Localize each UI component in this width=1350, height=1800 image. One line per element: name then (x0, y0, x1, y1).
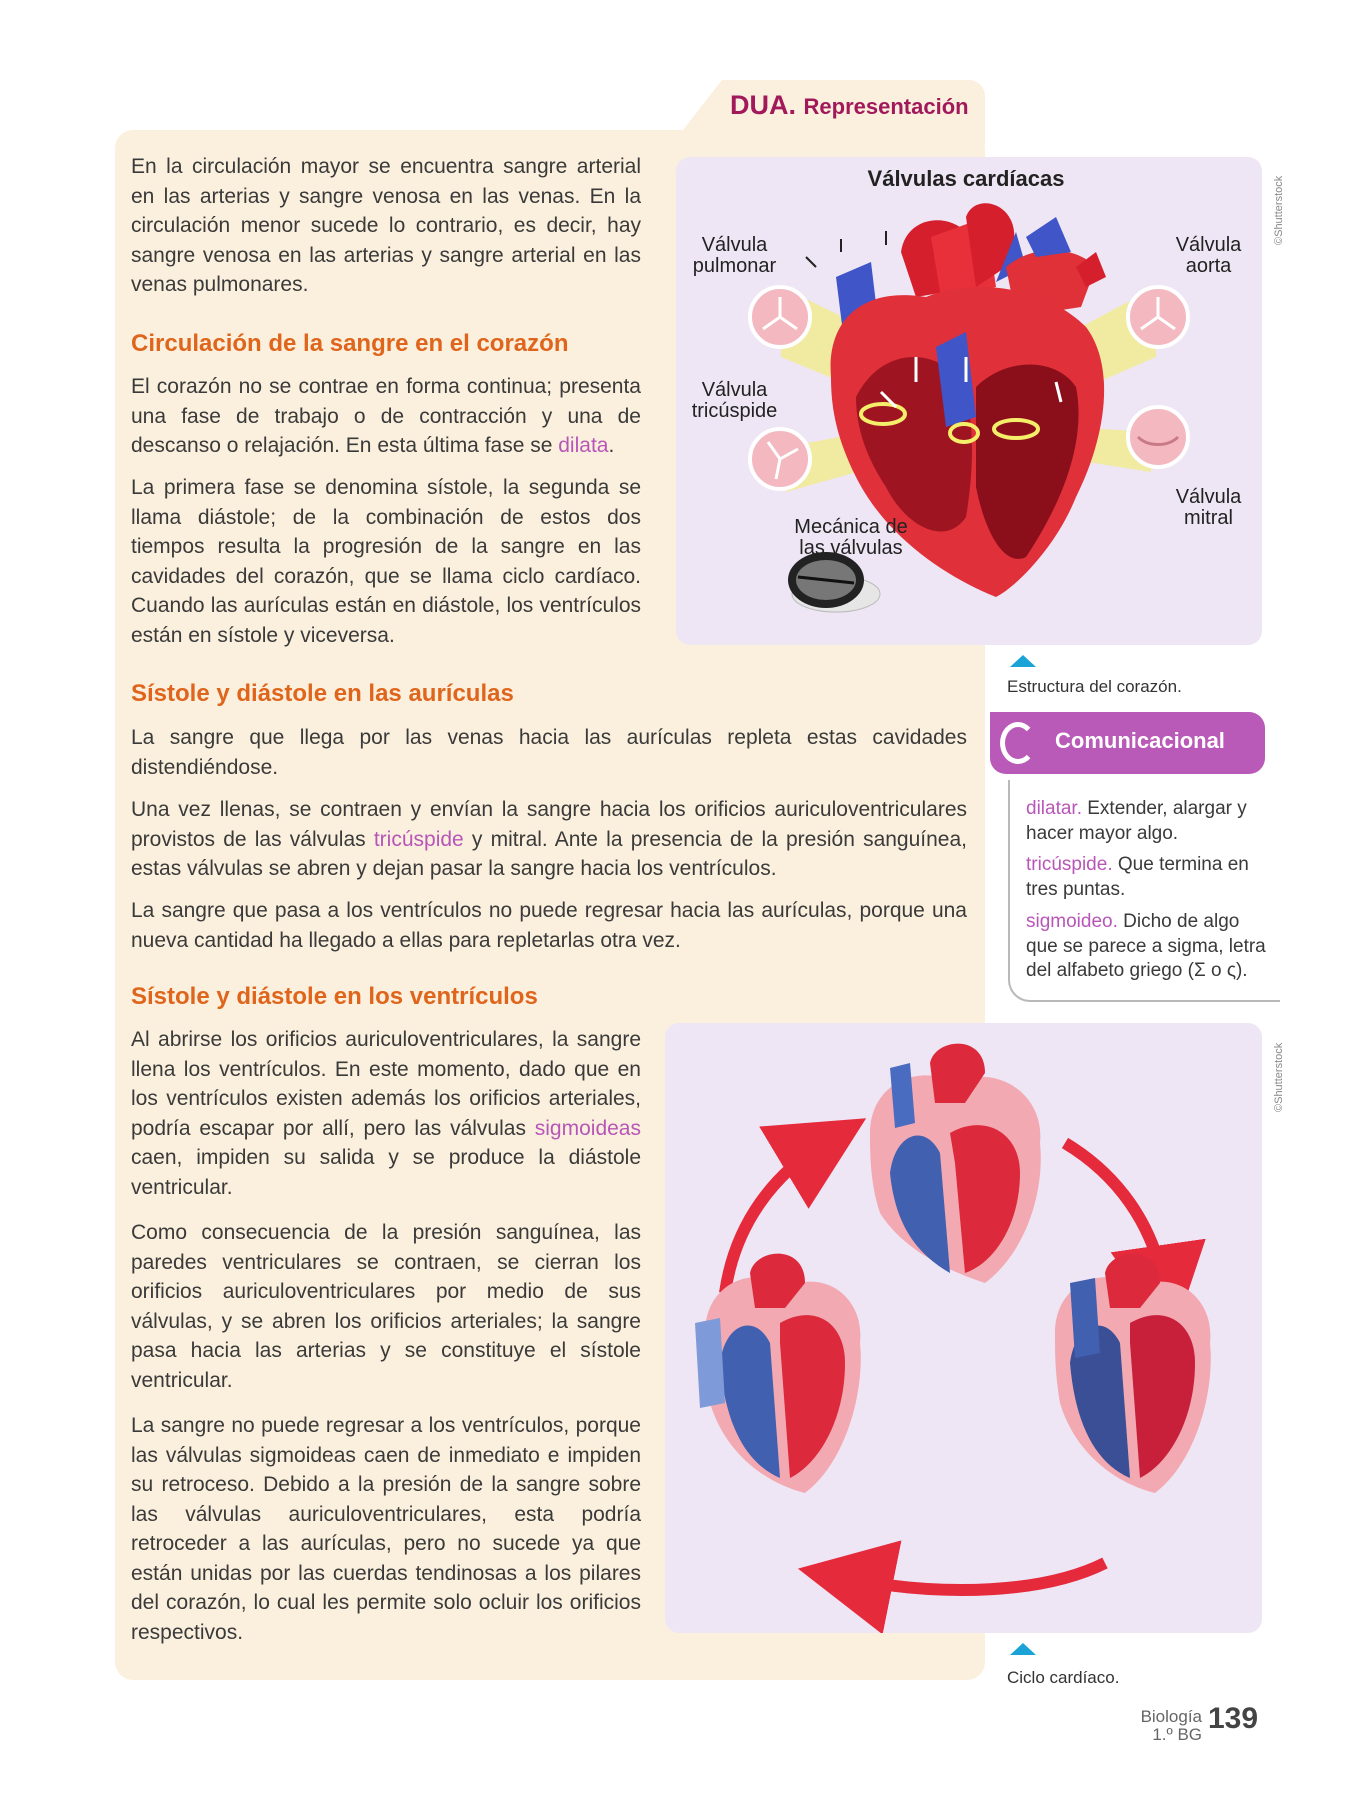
glossary-header (990, 712, 1265, 774)
glossary-term: tricúspide. (1026, 854, 1113, 875)
footer-subject (1130, 1708, 1202, 1744)
cardiac-cycle-illustration (665, 1023, 1262, 1633)
section2-p2-text: Una vez llenas, se contraen y envían la sangre hacia los orificios auriculoventriculares provistos de las válvulas (131, 798, 967, 851)
section2-paragraph-3: La sangre que pasa a los ventrículos no puede regresar hacia las aurículas, porque una nueva cantidad ha llegado a ellas para repletarlas otra vez. (131, 899, 967, 952)
cardiac-cycle-figure (665, 1023, 1262, 1633)
heart-top (870, 1044, 1041, 1283)
section3-paragraph-3: La sangre no puede regresar a los ventrículos, porque las válvulas sigmoideas caen de inmediato e impiden su retroceso. Debido a la presión de la sangre sobre las válvulas auriculoventriculares, esta podría retroceder a las aurículas, pero no sucede ya que están unidas por las cuerdas tendinosas a los pilares del corazón, lo cual les permite solo ocluir los orificios respectivos. (131, 1414, 641, 1644)
section1-paragraph-1 (131, 372, 641, 461)
dua-header (730, 90, 969, 121)
page-number: 139 (1208, 1702, 1259, 1735)
section3-paragraph-2: Como consecuencia de la presión sanguínea, las paredes ventriculares se contraen, se cierran los orificios auriculoventriculares por medio de sus válvulas, y se abren los orificios arteriales; la sangre pasa hacia las arterias y se constituye el sístole ventricular. (131, 1221, 641, 1392)
section3-paragraph-1 (131, 1025, 641, 1202)
glossary-definition: Que termina en tres puntas. (1026, 854, 1249, 900)
intro-paragraph: En la circulación mayor se encuentra sangre arterial en las arterias y sangre venosa en las venas. En la circulación menor sucede lo contrario, es decir, hay sangre venosa en las arterias y sangre arterial en las venas pulmonares. (131, 155, 641, 296)
footer-subject-name: Biología (1140, 1707, 1202, 1726)
caption-marker-2 (1010, 1643, 1036, 1655)
glossary-item-sigmoideo (1026, 910, 1271, 984)
term-tricuspide: tricúspide (373, 827, 464, 851)
footer-grade: 1.º BG (1152, 1725, 1202, 1744)
glossary-term: dilatar. (1026, 798, 1082, 819)
glossary-title: Comunicacional (1055, 728, 1225, 753)
heart-right (1055, 1254, 1211, 1493)
glossary-term: sigmoideo. (1026, 911, 1118, 932)
heart-valves-figure (676, 157, 1262, 645)
glossary-definition: Dicho de algo que se parece a sigma, letra del alfabeto griego (Σ o ς). (1026, 911, 1266, 981)
credit-figure1: ©Shutterstock (1273, 175, 1285, 245)
caption-ciclo: Ciclo cardíaco. (1007, 1668, 1120, 1687)
caption-marker-1 (1010, 655, 1036, 667)
credit-figure2: ©Shutterstock (1273, 1042, 1285, 1112)
dua-subtitle: Representación (803, 94, 969, 119)
glossary-item-dilatar (1026, 797, 1271, 846)
dua-label: DUA. (730, 90, 796, 120)
section-heading-circulacion: Circulación de la sangre en el corazón (131, 330, 569, 357)
glossary-item-tricuspide (1026, 853, 1271, 902)
section3-p1-text: Al abrirse los orificios auriculoventriculares, la sangre llena los ventrículos. En este momento, dado que en los ventrículos existen además los orificios arteriales, podría escapar por allí, pero las válvulas (131, 1028, 641, 1140)
section1-p1-end: . (608, 434, 615, 457)
section1-paragraph-2: La primera fase se denomina sístole, la segunda se llama diástole; de la combinación de estos dos tiempos resulta la progresión de la sangre en las cavidades del corazón, que se llama ciclo cardíaco. Cuando las aurículas están en diástole, los ventrículos están en sístole y viceversa. (131, 476, 641, 647)
label-valvula-tricuspide: Válvula tricúspide (691, 379, 778, 422)
section2-paragraph-2 (131, 795, 967, 884)
label-valvula-pulmonar: Válvula pulmonar (692, 234, 777, 277)
c-icon (1000, 722, 1036, 764)
term-dilata: dilata (558, 434, 609, 457)
label-mecanica-valvulas: Mecánica de las válvulas (794, 516, 908, 559)
section2-p2-end: y mitral. Ante la presencia de la presión sanguínea, estas válvulas se abren y dejan pasar la sangre hacia los ventrículos. (131, 827, 967, 880)
section2-paragraph-1: La sangre que llega por las venas hacia las aurículas repleta estas cavidades distendiéndose. (131, 726, 967, 779)
glossary-definition: Extender, alargar y hacer mayor algo. (1026, 798, 1247, 844)
term-sigmoideas: sigmoideas (534, 1116, 641, 1140)
section-heading-auriculas: Sístole y diástole en las aurículas (131, 680, 514, 707)
section1-p1-text: El corazón no se contrae en forma continua; presenta una fase de trabajo o de contracción y una de descanso o relajación. En esta última fase se (131, 375, 641, 457)
section3-p1-end: caen, impiden su salida y se produce la diástole ventricular. (131, 1146, 641, 1199)
figure-title: Válvulas cardíacas (867, 166, 1065, 191)
label-valvula-mitral: Válvula mitral (1175, 486, 1242, 529)
label-valvula-aorta: Válvula aorta (1175, 234, 1242, 277)
section-heading-ventriculos: Sístole y diástole en los ventrículos (131, 983, 538, 1010)
caption-estructura: Estructura del corazón. (1007, 677, 1182, 696)
